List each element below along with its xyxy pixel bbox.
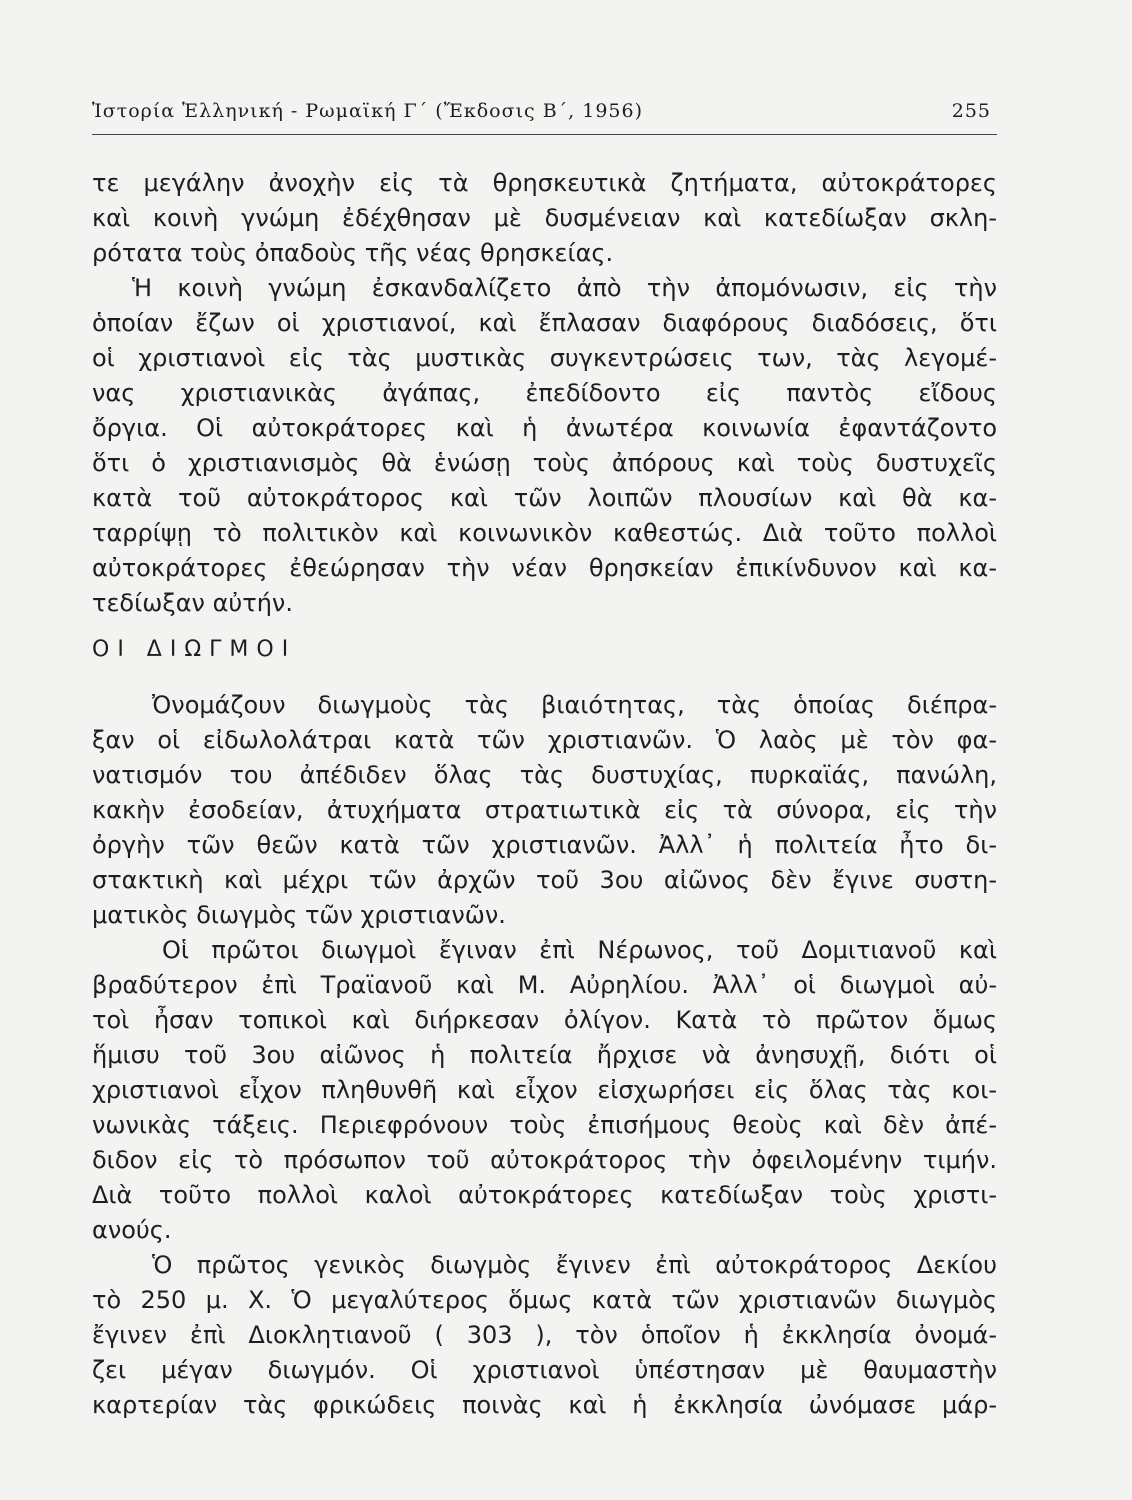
running-header — [92, 98, 997, 135]
text-line: διδον εἰς τὸ πρόσωπον τοῦ αὐτοκράτορος τὴν ὀφειλομένην τιμήν. — [92, 1146, 997, 1174]
text-line: τὸ 250 μ. Χ. Ὁ μεγαλύτερος ὅμως κατὰ τῶν χριστιανῶν διωγμὸς — [92, 1286, 997, 1314]
text-line: ξαν οἱ εἰδωλολάτραι κατὰ τῶν χριστιανῶν. Ὁ λαὸς μὲ τὸν φα- — [92, 726, 997, 754]
text-line: ανούς. — [92, 1216, 172, 1244]
page-number: 255 — [951, 100, 991, 122]
text-line: ἥμισυ τοῦ 3ου αἰῶνος ἡ πολιτεία ἤρχισε νὰ ἀνησυχῇ, διότι οἱ — [92, 1041, 997, 1069]
text-line: ὀργὴν τῶν θεῶν κατὰ τῶν χριστιανῶν. Ἀλλ᾽ ἡ πολιτεία ἦτο δι- — [92, 831, 997, 859]
text-line: Διὰ τοῦτο πολλοὶ καλοὶ αὐτοκράτορες κατεδίωξαν τοὺς χριστι- — [92, 1181, 997, 1209]
text-line: αὐτοκράτορες ἐθεώρησαν τὴν νέαν θρησκείαν ἐπικίνδυνον καὶ κα- — [92, 554, 997, 582]
text-line: καρτερίαν τὰς φρικώδεις ποινὰς καὶ ἡ ἐκκλησία ὠνόμασε μάρ- — [92, 1391, 997, 1419]
text-line: ἔγινεν ἐπὶ Διοκλητιανοῦ ( 303 ), τὸν ὁποῖον ἡ ἐκκλησία ὀνομά- — [92, 1321, 997, 1349]
text-line: ὁποίαν ἔζων οἱ χριστιανοί, καὶ ἔπλασαν διαφόρους διαδόσεις, ὅτι — [92, 309, 997, 337]
text-line: νας χριστιανικὰς ἀγάπας, ἐπεδίδοντο εἰς παντὸς εἴδους — [92, 379, 997, 407]
text-line: στακτικὴ καὶ μέχρι τῶν ἀρχῶν τοῦ 3ου αἰῶνος δὲν ἔγινε συστη- — [92, 866, 997, 894]
text-line: τε μεγάλην ἀνοχὴν εἰς τὰ θρησκευτικὰ ζητήματα, αὐτοκράτορες — [92, 169, 997, 197]
text-line: νωνικὰς τάξεις. Περιεφρόνουν τοὺς ἐπισήμους θεοὺς καὶ δὲν ἀπέ- — [92, 1111, 997, 1139]
text-line: Ἡ κοινὴ γνώμη ἐσκανδαλίζετο ἀπὸ τὴν ἀπομόνωσιν, εἰς τὴν — [132, 274, 997, 302]
text-line: χριστιανοὶ εἶχον πληθυνθῆ καὶ εἶχον εἰσχωρήσει εἰς ὅλας τὰς κοι- — [92, 1076, 997, 1104]
text-line: ρότατα τοὺς ὀπαδοὺς τῆς νέας θρησκείας. — [92, 239, 614, 267]
text-line: οἱ χριστιανοὶ εἰς τὰς μυστικὰς συγκεντρώσεις των, τὰς λεγομέ- — [92, 344, 997, 372]
text-line: Ὀνομάζουν διωγμοὺς τὰς βιαιότητας, τὰς ὁποίας διέπρα- — [152, 691, 997, 719]
text-line: ὅτι ὁ χριστιανισμὸς θὰ ἑνώσῃ τοὺς ἀπόρους καὶ τοὺς δυστυχεῖς — [92, 449, 997, 477]
text-line: Ὁ πρῶτος γενικὸς διωγμὸς ἔγινεν ἐπὶ αὐτοκράτορος Δεκίου — [152, 1251, 997, 1279]
text-line: νατισμόν του ἀπέδιδεν ὅλας τὰς δυστυχίας, πυρκαϊάς, πανώλη, — [92, 761, 997, 789]
text-line: καὶ κοινὴ γνώμη ἐδέχθησαν μὲ δυσμένειαν καὶ κατεδίωξαν σκλη- — [92, 204, 997, 232]
text-line: κατὰ τοῦ αὐτοκράτορος καὶ τῶν λοιπῶν πλουσίων καὶ θὰ κα- — [92, 484, 997, 512]
text-line: ζει μέγαν διωγμόν. Οἱ χριστιανοὶ ὑπέστησαν μὲ θαυμαστὴν — [92, 1356, 997, 1384]
text-line: κακὴν ἐσοδείαν, ἀτυχήματα στρατιωτικὰ εἰς τὰ σύνορα, εἰς τὴν — [92, 796, 997, 824]
text-line: ταρρίψῃ τὸ πολιτικὸν καὶ κοινωνικὸν καθεστώς. Διὰ τοῦτο πολλοὶ — [92, 519, 997, 547]
text-line: ὄργια. Οἱ αὐτοκράτορες καὶ ἡ ἀνωτέρα κοινωνία ἐφαντάζοντο — [92, 414, 997, 442]
text-line: βραδύτερον ἐπὶ Τραϊανοῦ καὶ Μ. Αὐρηλίου. Ἀλλ᾽ οἱ διωγμοὶ αὐ- — [92, 971, 997, 999]
text-line: τεδίωξαν αὐτήν. — [92, 589, 293, 617]
header-title: Ἱστορία Ἑλληνική - Ρωμαϊκή Γ΄ (Ἔκδοσις Β΄, 1956) — [92, 100, 644, 122]
section-heading: ΟΙ ΔΙΩΓΜΟΙ — [92, 637, 297, 662]
text-line: Οἱ πρῶτοι διωγμοὶ ἔγιναν ἐπὶ Νέρωνος, τοῦ Δομιτιανοῦ καὶ — [162, 936, 997, 964]
text-line: ματικὸς διωγμὸς τῶν χριστιανῶν. — [92, 901, 506, 929]
text-line: τοὶ ἦσαν τοπικοὶ καὶ διήρκεσαν ὀλίγον. Κατὰ τὸ πρῶτον ὅμως — [92, 1006, 997, 1034]
